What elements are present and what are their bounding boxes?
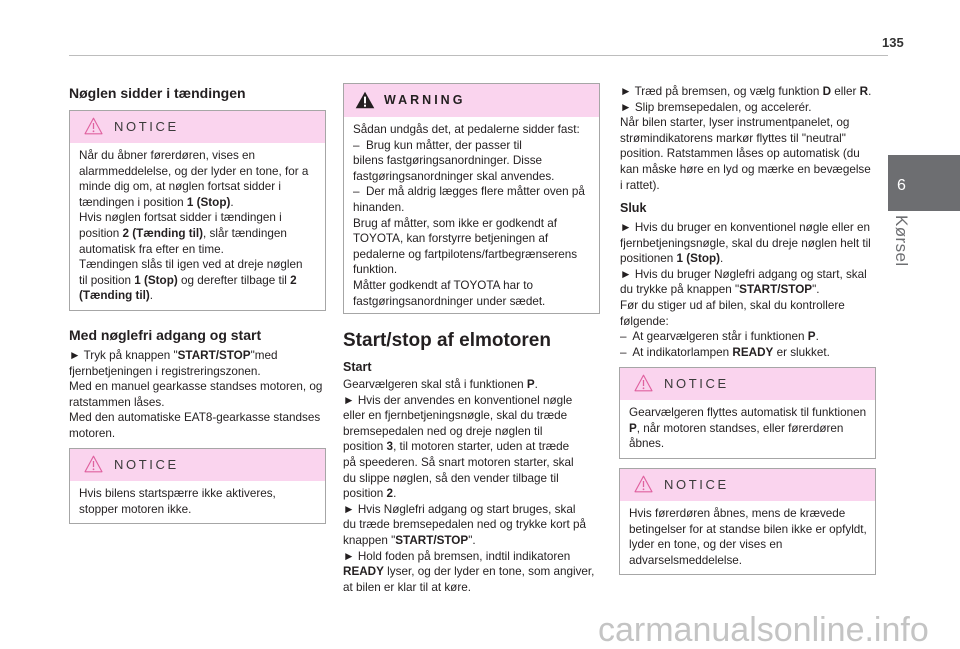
text-line <box>69 379 326 395</box>
text-run: pedalerne og fartpilotens/fartbegrænserens <box>353 247 578 261</box>
text-line <box>353 247 591 263</box>
text-run: og derefter tilbage til <box>177 273 291 287</box>
bold-text: 2 <box>386 487 394 501</box>
text-run: bremsepedalen ned og dreje nøglen til <box>343 424 543 438</box>
bold-text: P <box>629 421 637 435</box>
notice-label: NOTICE <box>664 477 729 492</box>
paragraph-stop <box>620 220 877 360</box>
text-line <box>79 210 317 226</box>
text-run: ► Træd på bremsen, og vælg funktion <box>620 85 823 98</box>
text-run: følgende: <box>620 314 669 328</box>
text-line <box>79 148 317 164</box>
header-rule <box>69 55 888 56</box>
text-line <box>79 486 317 502</box>
text-run: på speederen. Så snart motoren starter, skal <box>343 455 574 469</box>
text-line <box>353 262 591 278</box>
text-line <box>620 267 877 283</box>
subheading-stop: Sluk <box>620 201 647 215</box>
text-run: at bilen er klar til at køre. <box>343 580 471 594</box>
text-line <box>79 179 317 195</box>
bold-text: 1 (Stop) <box>186 195 231 209</box>
text-line <box>353 138 591 154</box>
text-line <box>353 184 591 200</box>
subheading-start: Start <box>343 360 372 374</box>
text-run: , når motoren standses, eller førerdøren <box>636 421 844 435</box>
warning-label: WARNING <box>384 93 466 107</box>
text-line <box>353 169 591 185</box>
chapter-tab <box>888 155 960 211</box>
text-line <box>79 242 317 258</box>
text-line <box>620 251 877 267</box>
text-run: ► Hvis du bruger en konventionel nøgle eller en <box>620 221 871 234</box>
text-line <box>620 100 877 116</box>
text-run: åbnes. <box>629 437 665 451</box>
notice-body <box>620 501 875 574</box>
text-line <box>629 537 867 553</box>
text-run: Hvis førerdøren åbnes, mens de krævede <box>629 507 846 520</box>
warning-header <box>344 84 599 117</box>
text-run: position <box>343 440 387 454</box>
text-line <box>79 164 317 180</box>
bold-text: D <box>822 85 832 98</box>
text-line <box>79 226 317 242</box>
text-line <box>343 486 600 502</box>
text-run: lyder en tone, og der vises en <box>629 538 783 552</box>
bold-text: 3 <box>386 440 394 454</box>
text-line <box>79 195 317 211</box>
text-run: lyser, og der lyder en tone, som angiver, <box>383 565 595 579</box>
exclamation-bar <box>364 97 366 104</box>
bold-text: P <box>807 330 816 344</box>
bold-text: 2 <box>290 273 297 287</box>
text-run: betingelser for at standse bilen ikke er opfyldt, <box>629 522 867 536</box>
text-run: alarmmeddelelse, og der lyder en tone, for a <box>79 164 309 178</box>
text-line <box>620 162 877 178</box>
text-line <box>620 282 877 298</box>
text-run: strømindikatorens markør flyttes til "neutral" <box>620 131 846 145</box>
text-run: Når du åbner førerdøren, vises en <box>79 149 256 162</box>
text-line <box>353 231 591 247</box>
exclamation-dot <box>93 130 95 132</box>
text-line <box>79 288 317 304</box>
text-line <box>353 153 591 169</box>
paragraph-start <box>343 377 600 595</box>
warning-triangle-icon <box>355 91 375 109</box>
text-line <box>353 200 591 216</box>
text-run: . <box>720 252 724 266</box>
bold-text: START/STOP <box>395 533 469 547</box>
text-line <box>353 278 591 294</box>
bold-text: 1 (Stop) <box>676 252 721 266</box>
text-run: minde dig om, at nøglen fortsat sidder i <box>79 180 282 194</box>
text-line <box>620 220 877 236</box>
text-run: er slukket. <box>773 345 830 359</box>
text-line <box>353 216 591 232</box>
text-run: eller <box>831 85 860 98</box>
text-line <box>343 377 600 393</box>
text-run: Hvis nøglen fortsat sidder i tændingen i <box>79 211 282 225</box>
text-line <box>343 408 600 424</box>
section-heading-keyless: Med nøglefri adgang og start <box>69 327 262 343</box>
notice-label: NOTICE <box>114 457 179 472</box>
text-run: bilens fastgøringsanordninger. Disse <box>353 154 543 168</box>
text-run: – Der må aldrig lægges flere måtter oven på <box>353 185 585 199</box>
text-run: Når bilen starter, lyser instrumentpanelet, og <box>620 116 850 130</box>
text-line <box>629 553 867 569</box>
text-run: ratstammen låses. <box>69 395 165 409</box>
text-run: ► Hvis Nøglefri adgang og start bruges, skal <box>343 502 576 516</box>
notice-body <box>620 400 875 458</box>
text-run: fastgøringsanordninger under sædet. <box>353 294 546 308</box>
text-run: eller en fjernbetjeningsnøgle, skal du træde <box>343 409 568 423</box>
text-run: ". <box>468 533 476 547</box>
text-run: du træde bremsepedalen ned og trykke kort på <box>343 518 586 532</box>
text-run: fastgøringsanordninger skal anvendes. <box>353 169 555 183</box>
text-run: motoren. <box>69 426 116 440</box>
exclamation-dot <box>643 488 645 490</box>
text-run: hinanden. <box>353 200 405 214</box>
caution-triangle-icon <box>84 117 103 135</box>
text-run: position. Ratstammen låses op automatisk (du <box>620 147 860 161</box>
text-line <box>629 436 867 452</box>
notice-body <box>70 481 325 523</box>
paragraph-keyless <box>69 348 326 442</box>
text-run: Tændingen slås til igen ved at dreje nøglen <box>79 258 303 272</box>
notice-label: NOTICE <box>114 119 179 134</box>
text-line <box>620 115 877 131</box>
text-run: ► Slip bremsepedalen, og accelerér. <box>620 100 812 114</box>
text-line <box>343 502 600 518</box>
text-run: du slippe nøglen, så den vender tilbage til <box>343 471 559 485</box>
text-line <box>343 549 600 565</box>
exclamation-dot <box>364 105 366 107</box>
notice-header <box>70 449 325 481</box>
text-line <box>620 146 877 162</box>
text-run: tændingen i position <box>79 195 187 209</box>
text-run: . <box>868 85 872 98</box>
text-run: – At gearvælgeren står i funktionen <box>620 330 808 344</box>
exclamation-dot <box>93 468 95 470</box>
bold-text: 1 (Stop) <box>134 273 178 287</box>
warning-box <box>343 83 600 314</box>
text-run: fjernbetjeningsnøgle, skal du dreje nøglen helt til <box>620 236 871 250</box>
section-title: Start/stop af elmotoren <box>343 330 551 351</box>
text-run: ► Tryk på knappen " <box>69 349 178 362</box>
text-run: – Brug kun måtter, der passer til <box>353 138 522 152</box>
text-line <box>343 439 600 455</box>
text-run: . <box>534 378 538 391</box>
text-line <box>353 122 591 138</box>
text-line <box>69 395 326 411</box>
notice-label: NOTICE <box>664 376 729 391</box>
text-run: automatisk fra efter en time. <box>79 242 224 256</box>
page-number: 135 <box>882 35 904 50</box>
text-run: – At indikatorlampen <box>620 345 733 359</box>
notice-header <box>620 469 875 501</box>
chapter-number: 6 <box>897 177 906 194</box>
text-line <box>343 455 600 471</box>
text-line <box>343 564 600 580</box>
text-run: "med <box>250 349 278 362</box>
text-run: . <box>149 289 154 303</box>
text-line <box>620 131 877 147</box>
notice-header <box>620 368 875 400</box>
text-run: ► Hold foden på bremsen, indtil indikatoren <box>343 549 571 563</box>
text-run: kan måske høre en lyd og mærke en bevægelse <box>620 162 871 176</box>
text-line <box>629 405 867 421</box>
text-line <box>79 502 317 518</box>
text-run: ► Hvis der anvendes en konventionel nøgle <box>343 393 573 407</box>
text-line <box>69 348 326 364</box>
text-run: . <box>815 330 819 344</box>
bold-text: READY <box>732 345 774 359</box>
text-line <box>79 257 317 273</box>
text-line <box>69 426 326 442</box>
text-run: Gearvælgeren skal stå i funktionen <box>343 378 527 391</box>
text-run: position <box>343 487 387 501</box>
caution-triangle-icon <box>634 374 653 392</box>
text-run: stopper motoren ikke. <box>79 502 192 516</box>
notice-box <box>69 110 326 311</box>
caution-triangle-icon <box>84 455 103 473</box>
text-line <box>353 294 591 310</box>
text-run: Brug af måtter, som ikke er godkendt af <box>353 216 557 230</box>
caution-triangle-icon <box>634 475 653 493</box>
text-run: advarselsmeddelelse. <box>629 553 743 567</box>
text-run: til position <box>79 273 135 287</box>
notice-box <box>69 448 326 524</box>
section-heading-key-in-ignition: Nøglen sidder i tændingen <box>69 85 246 101</box>
text-line <box>343 393 600 409</box>
watermark: carmanualsonline.info <box>598 611 929 649</box>
text-line <box>620 236 877 252</box>
text-line <box>620 178 877 194</box>
text-line <box>343 424 600 440</box>
text-run: Med den automatiske EAT8-gearkasse standses <box>69 411 321 425</box>
bold-text: P <box>526 378 535 391</box>
text-line <box>343 580 600 596</box>
text-line <box>79 273 317 289</box>
text-run: Med en manuel gearkasse standses motoren, og <box>69 380 323 394</box>
notice-body <box>70 143 325 310</box>
text-run: knappen " <box>343 533 396 547</box>
bold-text: READY <box>343 565 384 579</box>
text-line <box>620 84 877 100</box>
notice-box <box>619 367 876 459</box>
text-run: , til motoren starter, uden at træde <box>393 440 570 454</box>
text-run: ". <box>812 283 820 297</box>
text-line <box>629 522 867 538</box>
text-line <box>69 410 326 426</box>
text-run: Gearvælgeren flyttes automatisk til funktionen <box>629 406 867 419</box>
bold-text: START/STOP <box>177 349 251 362</box>
text-run: fjernbetjeningen i registreringszonen. <box>69 364 261 378</box>
text-run: ► Hvis du bruger Nøglefri adgang og start, skal <box>620 267 867 281</box>
text-run: du trykke på knappen " <box>620 283 740 297</box>
paragraph-start-continued <box>620 84 877 193</box>
notice-box <box>619 468 876 575</box>
text-run: . <box>230 195 234 209</box>
text-line <box>343 517 600 533</box>
text-line <box>620 298 877 314</box>
text-line <box>343 471 600 487</box>
text-run: TOYOTA, kan forstyrre betjeningen af <box>353 232 549 246</box>
text-line <box>629 421 867 437</box>
text-line <box>629 506 867 522</box>
exclamation-dot <box>643 387 645 389</box>
chapter-title: Kørsel <box>892 215 911 267</box>
text-run: , slår tændingen <box>203 226 287 240</box>
bold-text: (Tænding til) <box>79 289 150 303</box>
text-run: Hvis bilens startspærre ikke aktiveres, <box>79 487 276 500</box>
text-line <box>69 364 326 380</box>
text-line <box>620 329 877 345</box>
text-run: . <box>393 487 397 501</box>
text-line <box>343 533 600 549</box>
bold-text: R <box>859 85 869 98</box>
text-run: funktion. <box>353 263 398 277</box>
warning-body <box>344 117 599 313</box>
notice-header <box>70 111 325 143</box>
text-line <box>620 314 877 330</box>
text-run: i rattet). <box>620 178 660 192</box>
text-run: Sådan undgås det, at pedalerne sidder fast: <box>353 123 580 136</box>
text-run: positionen <box>620 252 677 266</box>
text-run: Måtter godkendt af TOYOTA har to <box>353 278 533 292</box>
text-line <box>620 345 877 361</box>
bold-text: 2 (Tænding til) <box>122 226 204 240</box>
bold-text: START/STOP <box>739 283 813 297</box>
text-run: position <box>79 226 123 240</box>
text-run: Før du stiger ud af bilen, skal du kontrollere <box>620 298 845 312</box>
